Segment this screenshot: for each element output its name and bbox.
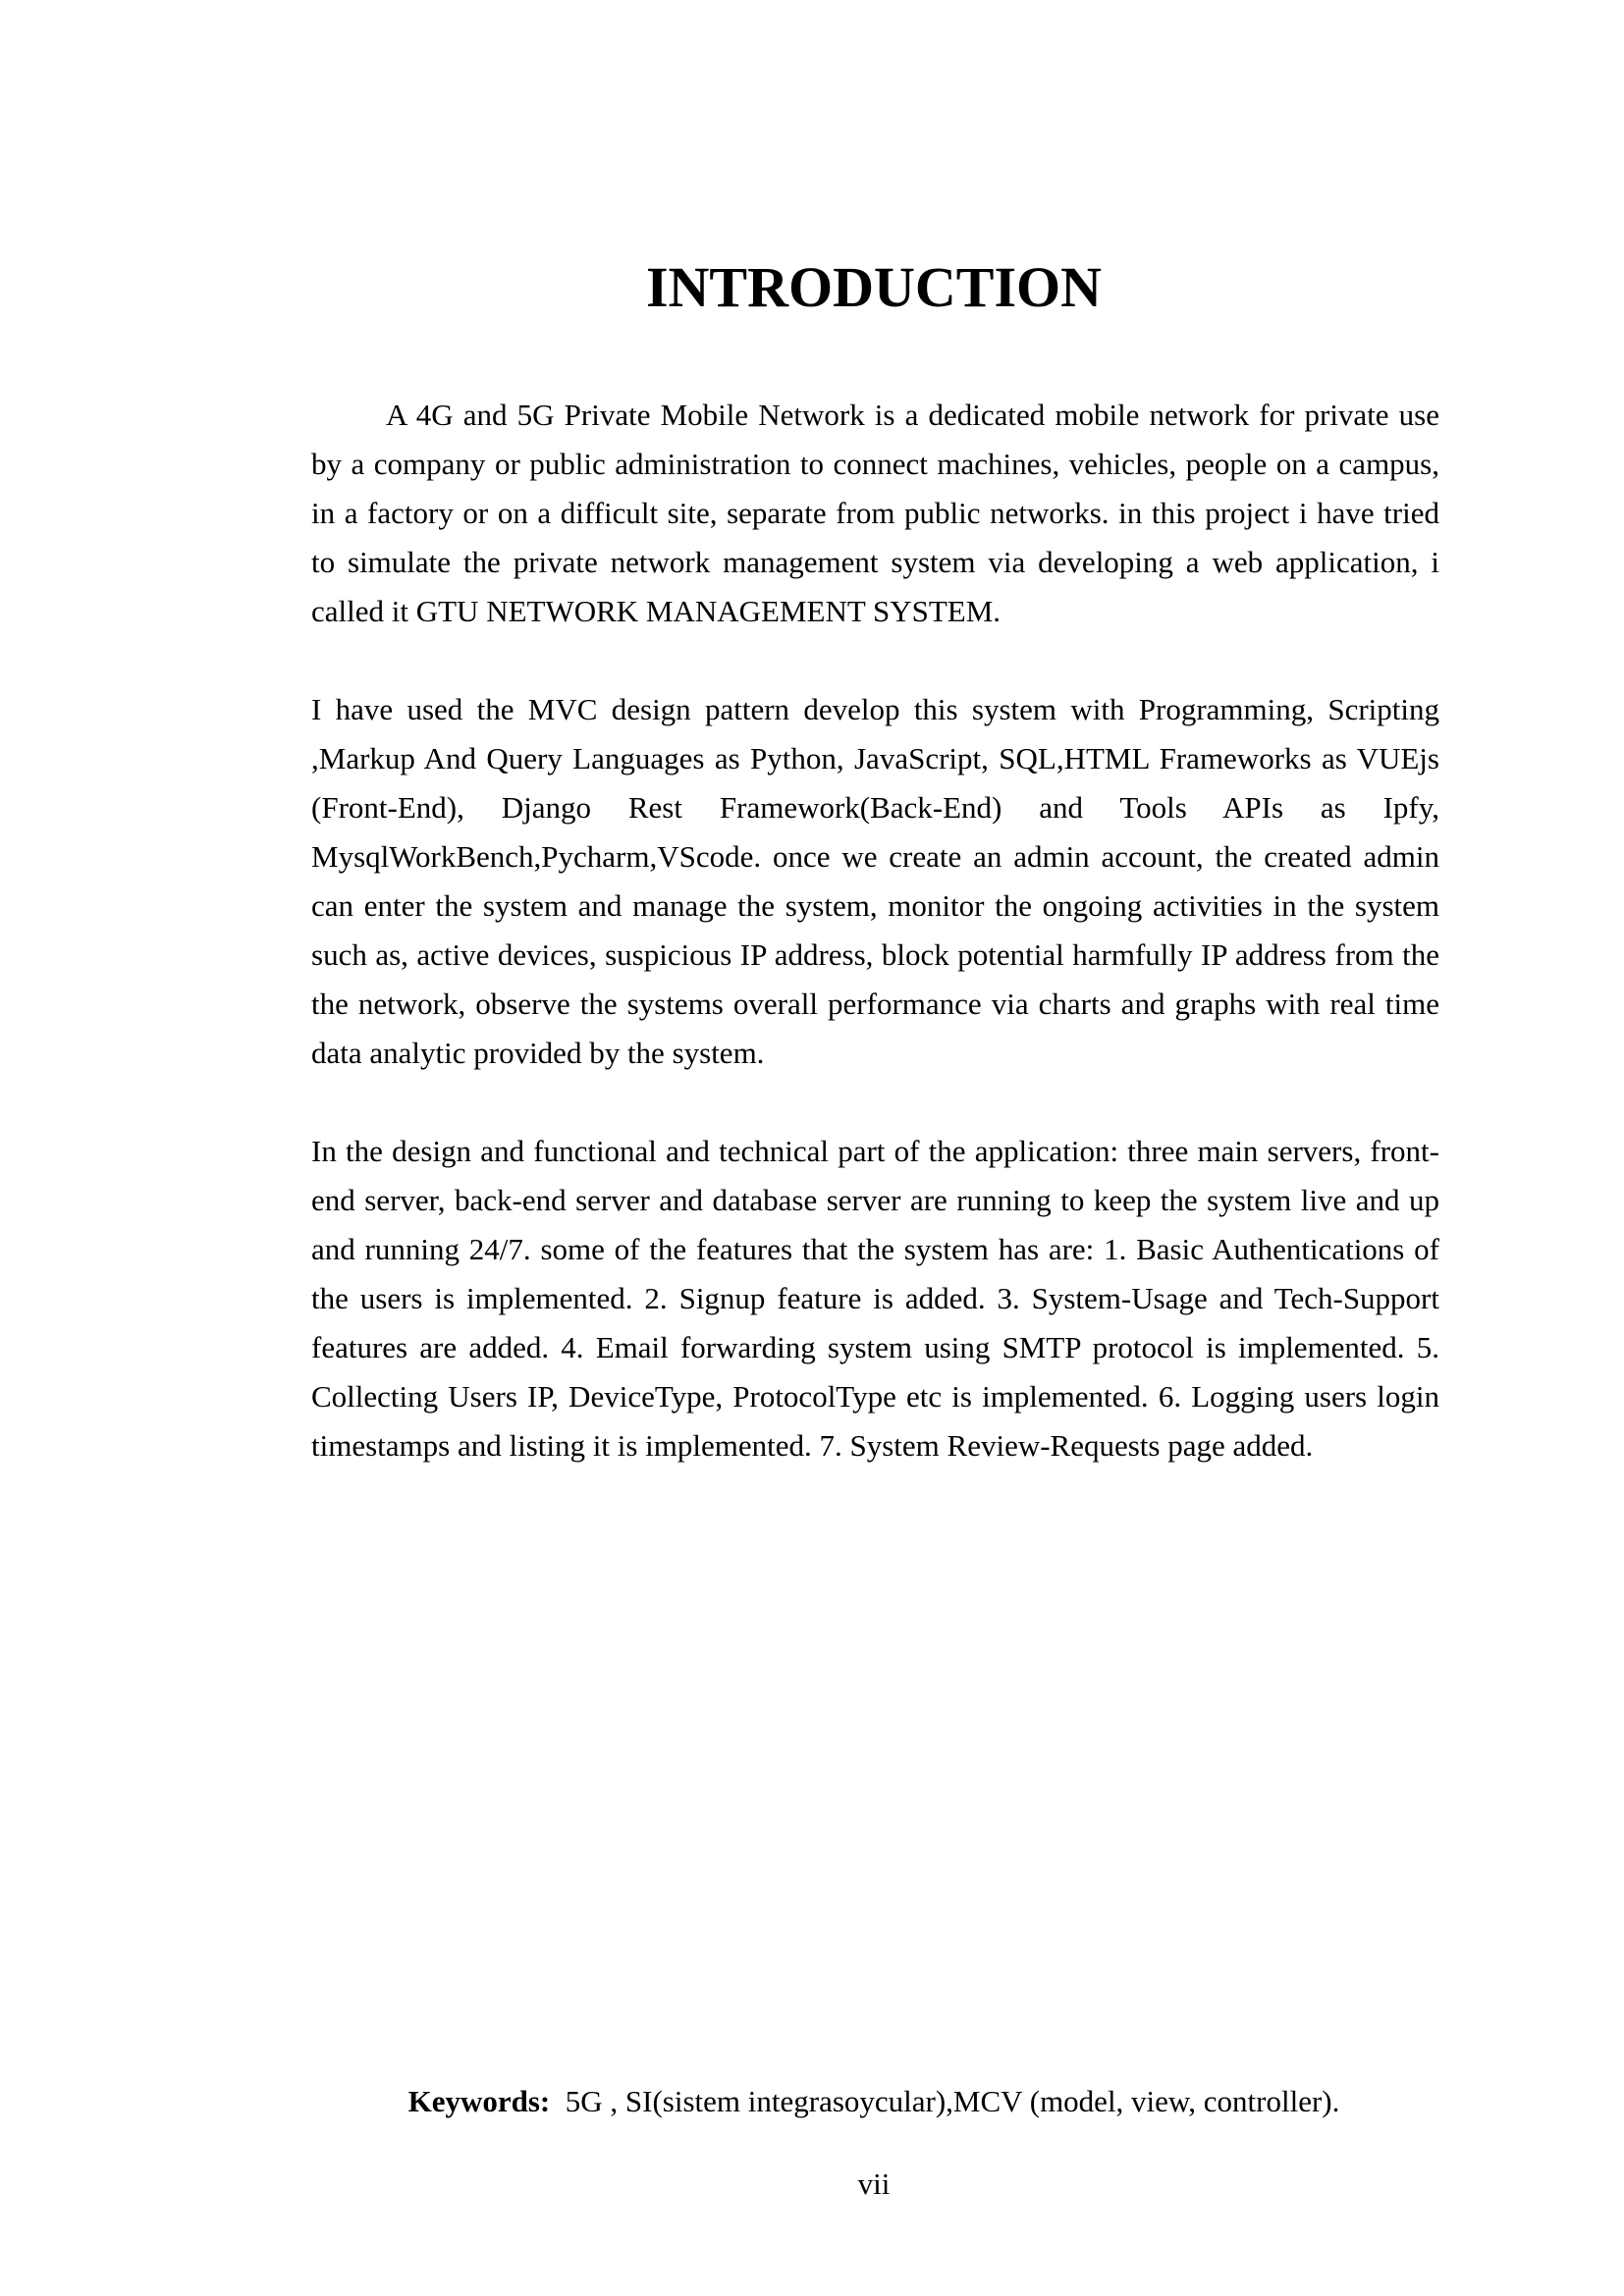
keywords-value: 5G , SI(sistem integrasoycular),MCV (model, view, controller). xyxy=(565,2084,1340,2118)
body-text xyxy=(311,391,1439,1520)
keywords-line xyxy=(0,2077,1624,2126)
page-title: INTRODUCTION xyxy=(645,255,1103,319)
paragraph-intro: A 4G and 5G Private Mobile Network is a dedicated mobile network for private use by a company or public administration to connect machines, vehicles, people on a campus, in a factory or on a difficult site, separate from public networks. in this project i have tried to simulate the private network management system via developing a web application, i called it GTU NETWORK MANAGEMENT SYSTEM. xyxy=(311,398,1439,628)
paragraph-design-pattern: I have used the MVC design pattern develop this system with Programming, Scripting ,Markup And Query Languages as Python, JavaScript, SQL,HTML Frameworks as VUEjs (Front-End), Django Rest Framework(Back-End) and Tools APIs as Ipfy, MysqlWorkBench,Pycharm,VScode. once we create an admin account, the created admin can enter the system and manage the system, monitor the ongoing activities in the system such as, active devices, suspicious IP address, block potential harmfully IP address from the the network, observe the systems overall performance via charts and graphs with real time data analytic provided by the system. xyxy=(311,692,1439,1070)
paragraph-features: In the design and functional and technical part of the application: three main servers, front-end server, back-end server and database server are running to keep the system live and up and running 24/7. some of the features that the system has are: 1. Basic Authentications of the users is implemented. 2. Signup feature is added. 3. System-Usage and Tech-Support features are added. 4. Email forwarding system using SMTP protocol is implemented. 5. Collecting Users IP, DeviceType, ProtocolType etc is implemented. 6. Logging users login timestamps and listing it is implemented. 7. System Review-Requests page added. xyxy=(311,1134,1439,1463)
page-number: vii xyxy=(857,2166,891,2201)
keywords-label: Keywords: xyxy=(407,2084,551,2118)
